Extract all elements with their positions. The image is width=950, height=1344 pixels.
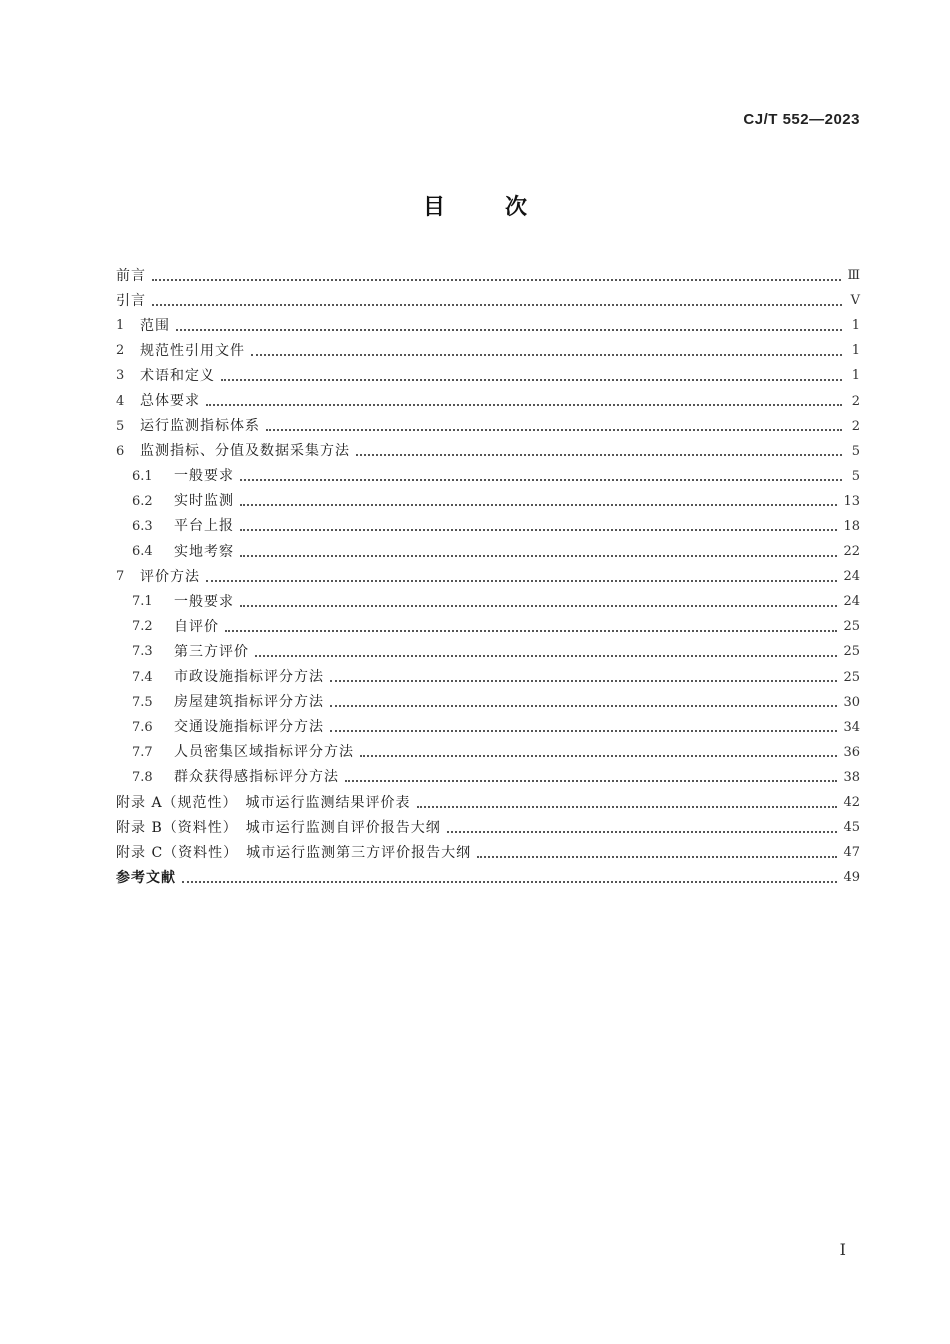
toc-entry-page: Ⅲ [847, 268, 860, 284]
toc-entry-label: 引言 [116, 292, 146, 309]
dot-leader [360, 755, 837, 757]
page-title [0, 190, 950, 221]
toc-entry[interactable] [116, 665, 860, 690]
toc-entry[interactable] [116, 690, 860, 715]
toc-entry[interactable] [116, 439, 860, 464]
toc-entry-page: 1 [851, 343, 860, 359]
table-of-contents [116, 263, 860, 890]
toc-entry-label: 规范性引用文件 [140, 342, 245, 359]
toc-entry-number: 3 [116, 368, 125, 384]
toc-entry-label: 实时监测 [174, 493, 234, 510]
toc-entry-number: 6.4 [132, 544, 153, 560]
toc-entry[interactable] [116, 564, 860, 589]
toc-entry-number: 6.3 [132, 518, 153, 534]
toc-entry-page: 13 [843, 493, 860, 509]
toc-entry-page: 38 [843, 769, 860, 785]
toc-entry-page: 2 [851, 418, 860, 434]
toc-entry[interactable] [116, 514, 860, 539]
toc-entry-label: 房屋建筑指标评分方法 [174, 694, 324, 711]
toc-entry-page: 45 [843, 820, 860, 836]
toc-entry-page: 18 [843, 518, 860, 534]
toc-entry-page: 34 [843, 719, 860, 735]
toc-entry[interactable] [116, 363, 860, 388]
toc-entry-page: 42 [843, 795, 860, 811]
toc-entry-page: 49 [843, 870, 860, 886]
dot-leader [240, 504, 837, 506]
toc-entry[interactable] [116, 539, 860, 564]
toc-entry[interactable] [116, 388, 860, 413]
toc-entry[interactable] [116, 614, 860, 639]
title-char-2: 次 [505, 195, 528, 220]
page-number: I [839, 1240, 846, 1259]
toc-entry-page: 1 [851, 368, 860, 384]
toc-entry-number: 7.3 [132, 644, 153, 660]
dot-leader [206, 404, 842, 406]
toc-entry-label: 附录 B（资料性） 城市运行监测自评价报告大纲 [116, 819, 441, 836]
toc-entry-page: 25 [843, 619, 860, 635]
dot-leader [221, 379, 842, 381]
toc-entry-label: 评价方法 [140, 568, 200, 585]
toc-entry-page: 24 [843, 594, 860, 610]
toc-entry-number: 6.1 [132, 468, 153, 484]
toc-entry-label: 第三方评价 [174, 643, 249, 660]
toc-entry-number: 7.1 [132, 594, 153, 610]
dot-leader [182, 881, 837, 883]
toc-entry-number: 2 [116, 343, 125, 359]
dot-leader [152, 304, 842, 306]
toc-entry-label: 监测指标、分值及数据采集方法 [140, 443, 350, 460]
toc-entry-number: 7.8 [132, 769, 153, 785]
toc-entry-number: 5 [116, 418, 125, 434]
dot-leader [477, 856, 837, 858]
toc-entry-number: 7.7 [132, 744, 153, 760]
dot-leader [240, 529, 837, 531]
toc-entry-label: 自评价 [174, 618, 219, 635]
toc-entry-label: 交通设施指标评分方法 [174, 719, 324, 736]
toc-entry[interactable] [116, 790, 860, 815]
toc-entry-page: 30 [843, 694, 860, 710]
toc-entry[interactable] [116, 815, 860, 840]
toc-entry-number: 7.2 [132, 619, 153, 635]
toc-entry-label: 参考文献 [116, 869, 176, 886]
toc-entry[interactable] [116, 715, 860, 740]
toc-entry-page: 22 [843, 544, 860, 560]
toc-entry[interactable] [116, 263, 860, 288]
toc-entry-label: 运行监测指标体系 [140, 418, 260, 435]
toc-entry[interactable] [116, 338, 860, 363]
toc-entry[interactable] [116, 464, 860, 489]
toc-entry[interactable] [116, 639, 860, 664]
toc-entry-number: 7.4 [132, 669, 153, 685]
dot-leader [176, 329, 842, 331]
toc-entry[interactable] [116, 865, 860, 890]
toc-entry-page: 24 [843, 569, 860, 585]
toc-entry-label: 实地考察 [174, 543, 234, 560]
toc-entry[interactable] [116, 414, 860, 439]
toc-entry-label: 平台上报 [174, 518, 234, 535]
toc-entry-label: 一般要求 [174, 593, 234, 610]
toc-entry-page: 5 [851, 468, 860, 484]
dot-leader [255, 655, 837, 657]
toc-entry-number: 7.5 [132, 694, 153, 710]
toc-entry[interactable] [116, 589, 860, 614]
toc-entry-number: 7.6 [132, 719, 153, 735]
toc-entry-label: 前言 [116, 267, 146, 284]
dot-leader [330, 705, 837, 707]
toc-entry[interactable] [116, 313, 860, 338]
toc-entry-label: 附录 A（规范性） 城市运行监测结果评价表 [116, 794, 411, 811]
toc-entry-number: 4 [116, 393, 125, 409]
dot-leader [345, 780, 837, 782]
dot-leader [330, 730, 837, 732]
toc-entry-label: 附录 C（资料性） 城市运行监测第三方评价报告大纲 [116, 844, 472, 861]
toc-entry-number: 7 [116, 569, 125, 585]
dot-leader [240, 479, 842, 481]
toc-entry-page: 2 [851, 393, 860, 409]
standard-code: CJ/T 552—2023 [743, 111, 860, 128]
toc-entry[interactable] [116, 489, 860, 514]
dot-leader [206, 580, 837, 582]
toc-entry-number: 6 [116, 443, 125, 459]
dot-leader [447, 831, 838, 833]
dot-leader [330, 680, 837, 682]
toc-entry-page: V [850, 293, 860, 309]
dot-leader [356, 454, 842, 456]
toc-entry[interactable] [116, 288, 860, 313]
dot-leader [417, 806, 838, 808]
toc-entry[interactable] [116, 840, 860, 865]
toc-entry-label: 范围 [140, 317, 170, 334]
title-char-1: 目 [422, 195, 445, 220]
toc-entry-page: 5 [851, 443, 860, 459]
toc-entry-page: 1 [851, 318, 860, 334]
toc-entry-label: 术语和定义 [140, 367, 215, 384]
toc-entry-label: 群众获得感指标评分方法 [174, 769, 339, 786]
dot-leader [240, 605, 837, 607]
toc-entry-page: 47 [843, 845, 860, 861]
toc-entry-label: 市政设施指标评分方法 [174, 669, 324, 686]
dot-leader [251, 354, 842, 356]
dot-leader [225, 630, 837, 632]
dot-leader [266, 429, 842, 431]
toc-entry-label: 人员密集区域指标评分方法 [174, 744, 354, 761]
toc-entry-label: 总体要求 [140, 393, 200, 410]
toc-entry[interactable] [116, 765, 860, 790]
toc-entry-page: 25 [843, 644, 860, 660]
dot-leader [152, 279, 841, 281]
toc-entry-page: 36 [843, 744, 860, 760]
dot-leader [240, 555, 837, 557]
toc-entry-label: 一般要求 [174, 468, 234, 485]
toc-entry[interactable] [116, 740, 860, 765]
toc-entry-number: 1 [116, 318, 125, 334]
toc-entry-page: 25 [843, 669, 860, 685]
toc-entry-number: 6.2 [132, 493, 153, 509]
